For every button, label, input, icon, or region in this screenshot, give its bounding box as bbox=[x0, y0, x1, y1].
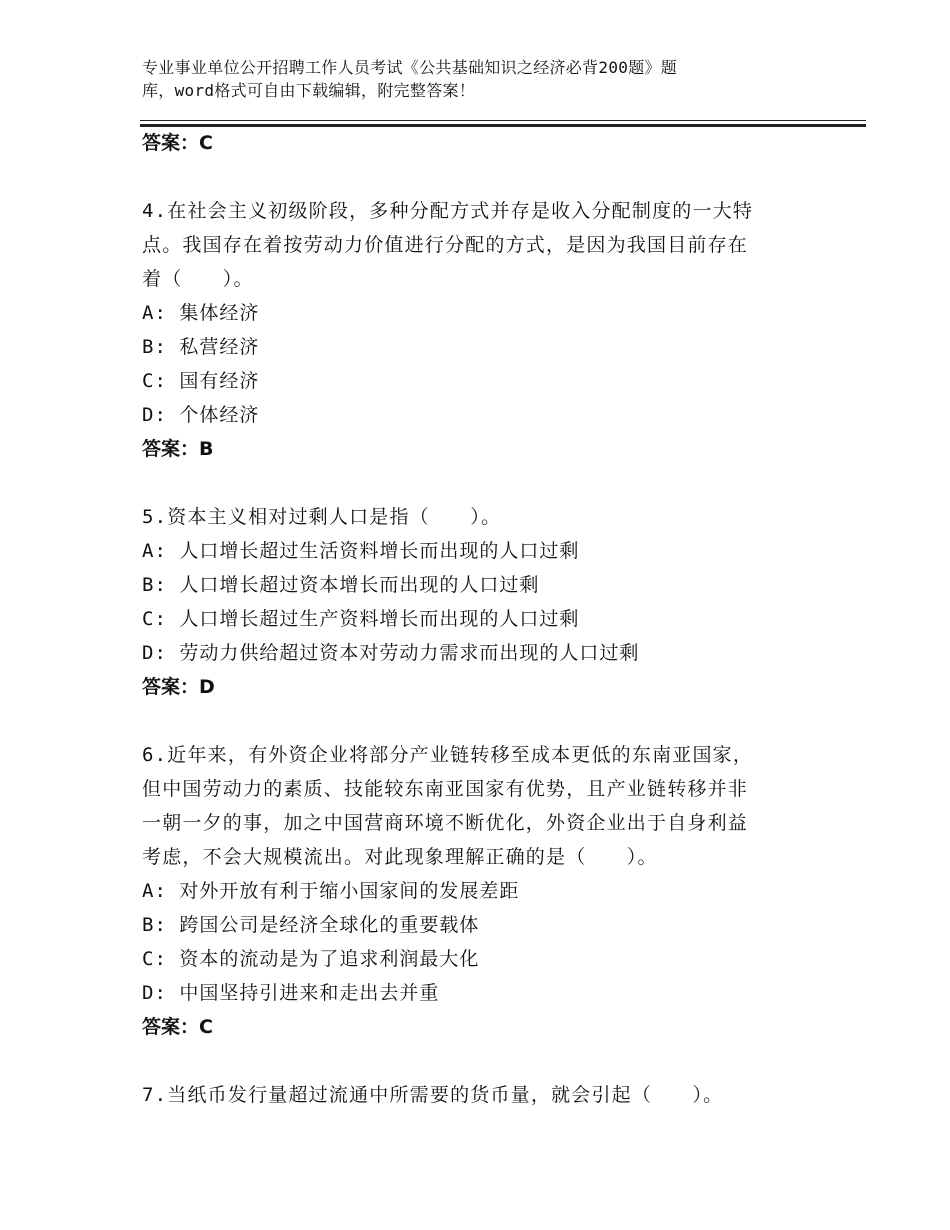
question-stem-line: 4.在社会主义初级阶段，多种分配方式并存是收入分配制度的一大特 bbox=[142, 200, 754, 222]
option-b: B: 私营经济 bbox=[142, 336, 260, 358]
answer-label: 答案：C bbox=[142, 1016, 213, 1038]
option-c: C: 资本的流动是为了追求利润最大化 bbox=[142, 948, 480, 970]
option-d: D: 劳动力供给超过资本对劳动力需求而出现的人口过剩 bbox=[142, 642, 640, 664]
answer-label: 答案：B bbox=[142, 438, 214, 460]
answer-label: 答案：C bbox=[142, 132, 213, 154]
page-header bbox=[142, 56, 782, 102]
option-a: A: 对外开放有利于缩小国家间的发展差距 bbox=[142, 880, 520, 902]
header-line-1: 专业事业单位公开招聘工作人员考试《公共基础知识之经济必背200题》题 bbox=[142, 58, 678, 77]
question-stem-line: 着（ ）。 bbox=[142, 268, 254, 290]
question-stem-line: 5.资本主义相对过剩人口是指（ ）。 bbox=[142, 506, 502, 528]
header-line-2: 库，word格式可自由下载编辑，附完整答案！ bbox=[142, 81, 476, 100]
question-stem-line: 6.近年来，有外资企业将部分产业链转移至成本更低的东南亚国家， bbox=[142, 744, 754, 766]
option-d: D: 个体经济 bbox=[142, 404, 260, 426]
option-a: A: 人口增长超过生活资料增长而出现的人口过剩 bbox=[142, 540, 580, 562]
header-divider-thin bbox=[140, 120, 866, 121]
question-4 bbox=[142, 194, 802, 466]
document-body bbox=[142, 126, 802, 1112]
option-d: D: 中国坚持引进来和走出去并重 bbox=[142, 982, 440, 1004]
question-6 bbox=[142, 738, 802, 1044]
question-5 bbox=[142, 500, 802, 704]
question-stem-line: 点。我国存在着按劳动力价值进行分配的方式，是因为我国目前存在 bbox=[142, 234, 749, 256]
question-stem-line: 7.当纸币发行量超过流通中所需要的货币量，就会引起（ ）。 bbox=[142, 1084, 724, 1106]
option-c: C: 国有经济 bbox=[142, 370, 260, 392]
option-a: A: 集体经济 bbox=[142, 302, 260, 324]
answer-label: 答案：D bbox=[142, 676, 215, 698]
option-b: B: 人口增长超过资本增长而出现的人口过剩 bbox=[142, 574, 540, 596]
option-b: B: 跨国公司是经济全球化的重要载体 bbox=[142, 914, 480, 936]
question-stem-line: 一朝一夕的事，加之中国营商环境不断优化，外资企业出于自身利益 bbox=[142, 812, 749, 834]
question-stem-line: 但中国劳动力的素质、技能较东南亚国家有优势，且产业链转移并非 bbox=[142, 778, 749, 800]
question-7 bbox=[142, 1078, 802, 1112]
question-stem-line: 考虑，不会大规模流出。对此现象理解正确的是（ ）。 bbox=[142, 846, 658, 868]
option-c: C: 人口增长超过生产资料增长而出现的人口过剩 bbox=[142, 608, 580, 630]
